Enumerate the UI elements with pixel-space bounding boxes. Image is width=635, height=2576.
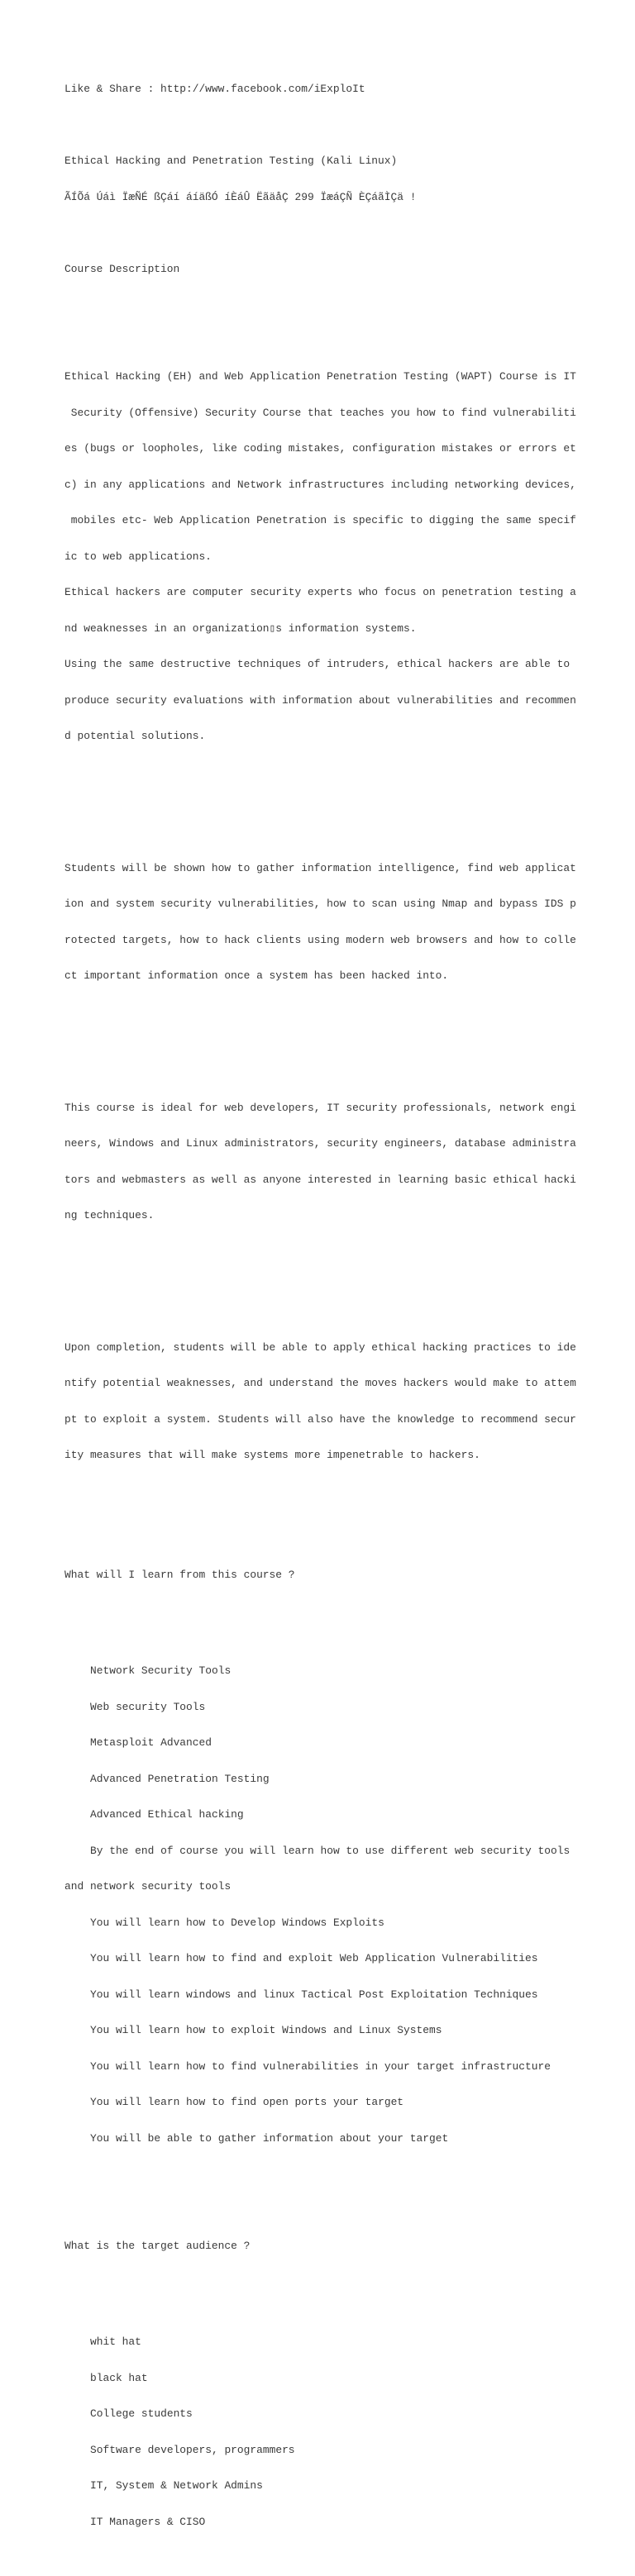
audience-heading: What is the target audience ? [64, 2240, 251, 2252]
title-line-arabic: ÃÍÕá Úáì ÏæÑÉ ßÇáí áíäßÓ íÈáÛ ËãäåÇ 299 ÏæáÇÑ ÈÇáãÌÇä ! [64, 190, 417, 203]
paragraph-line: Upon completion, students will be able to apply ethical hacking practices to ide [64, 1340, 576, 1354]
paragraph-description [64, 347, 594, 767]
list-item: College students [90, 2407, 193, 2420]
paragraph-line: pt to exploit a system. Students will also have the knowledge to recommend secur [64, 1412, 576, 1426]
paragraph-line: mobiles etc- Web Application Penetration is specific to digging the same specif [64, 514, 576, 526]
list-item: By the end of course you will learn how to use different web security tools [90, 1844, 571, 1857]
paragraph-line: rotected targets, how to hack clients using modern web browsers and how to colle [64, 933, 576, 946]
list-item: You will learn how to Develop Windows Exploits [90, 1916, 384, 1929]
paragraph-line: ic to web applications. [64, 550, 212, 563]
paragraph-line: c) in any applications and Network infrastructures including networking devices, [64, 478, 576, 491]
learn-list [64, 1641, 594, 2169]
paragraph-line: nd weaknesses in an organization▯s information systems. [64, 621, 417, 635]
paragraph-line: ity measures that will make systems more impenetrable to hackers. [64, 1449, 480, 1461]
list-item: IT Managers & CISO [90, 2515, 206, 2528]
list-item: whit hat [90, 2336, 141, 2348]
paragraph-line: Security (Offensive) Security Course that teaches you how to find vulnerabiliti [64, 406, 576, 419]
list-item: Network Security Tools [90, 1664, 232, 1677]
list-item: Web security Tools [90, 1700, 206, 1713]
list-item: Advanced Ethical hacking [90, 1808, 244, 1821]
paragraph-completion [64, 1318, 594, 1486]
list-item-wrap: and network security tools [64, 1880, 232, 1893]
list-item: You will learn windows and linux Tactical Post Exploitation Techniques [90, 1988, 538, 2001]
title-line: Ethical Hacking and Penetration Testing (Kali Linux) [64, 155, 398, 167]
list-item: You will learn how to find open ports your target [90, 2096, 404, 2108]
list-item: Software developers, programmers [90, 2443, 295, 2456]
paragraph-students [64, 839, 594, 1007]
paragraph-ideal-for [64, 1078, 594, 1246]
list-item: Advanced Penetration Testing [90, 1772, 270, 1785]
list-item: Metasploit Advanced [90, 1736, 212, 1749]
list-item: You will learn how to exploit Windows and Linux Systems [90, 2024, 442, 2036]
paragraph-line: ng techniques. [64, 1209, 155, 1221]
course-description-heading: Course Description [64, 262, 180, 275]
paragraph-line: Ethical hackers are computer security experts who focus on penetration testing a [64, 586, 576, 598]
list-item: You will learn how to find vulnerabilities in your target infrastructure [90, 2059, 551, 2073]
document-body [64, 60, 594, 2576]
paragraph-line: Using the same destructive techniques of intruders, ethical hackers are able to [64, 658, 571, 670]
paragraph-line: This course is ideal for web developers, IT security professionals, network engi [64, 1101, 576, 1114]
paragraph-line: ion and system security vulnerabilities, how to scan using Nmap and bypass IDS p [64, 898, 576, 910]
paragraph-line: tors and webmasters as well as anyone interested in learning basic ethical hacki [64, 1173, 576, 1186]
list-item: IT, System & Network Admins [90, 2479, 263, 2492]
list-item: You will learn how to find and exploit Web Application Vulnerabilities [90, 1952, 538, 1964]
paragraph-line: Students will be shown how to gather information intelligence, find web applicat [64, 861, 576, 874]
paragraph-line: ct important information once a system has been hacked into. [64, 969, 449, 982]
list-item: black hat [90, 2371, 148, 2384]
paragraph-line: produce security evaluations with information about vulnerabilities and recommen [64, 693, 576, 707]
paragraph-line: neers, Windows and Linux administrators, security engineers, database administra [64, 1137, 576, 1150]
paragraph-line: ntify potential weaknesses, and understand the moves hackers would make to attem [64, 1377, 576, 1389]
paragraph-line: d potential solutions. [64, 730, 206, 742]
paragraph-line: es (bugs or loopholes, like coding mistakes, configuration mistakes or errors et [64, 442, 576, 455]
learn-heading: What will I learn from this course ? [64, 1569, 295, 1581]
list-item: You will be able to gather information about your target [90, 2131, 449, 2145]
paragraph-line: Ethical Hacking (EH) and Web Application Penetration Testing (WAPT) Course is IT [64, 370, 576, 383]
share-line: Like & Share : http://www.facebook.com/iExploIt [64, 83, 365, 95]
audience-list [64, 2312, 594, 2552]
